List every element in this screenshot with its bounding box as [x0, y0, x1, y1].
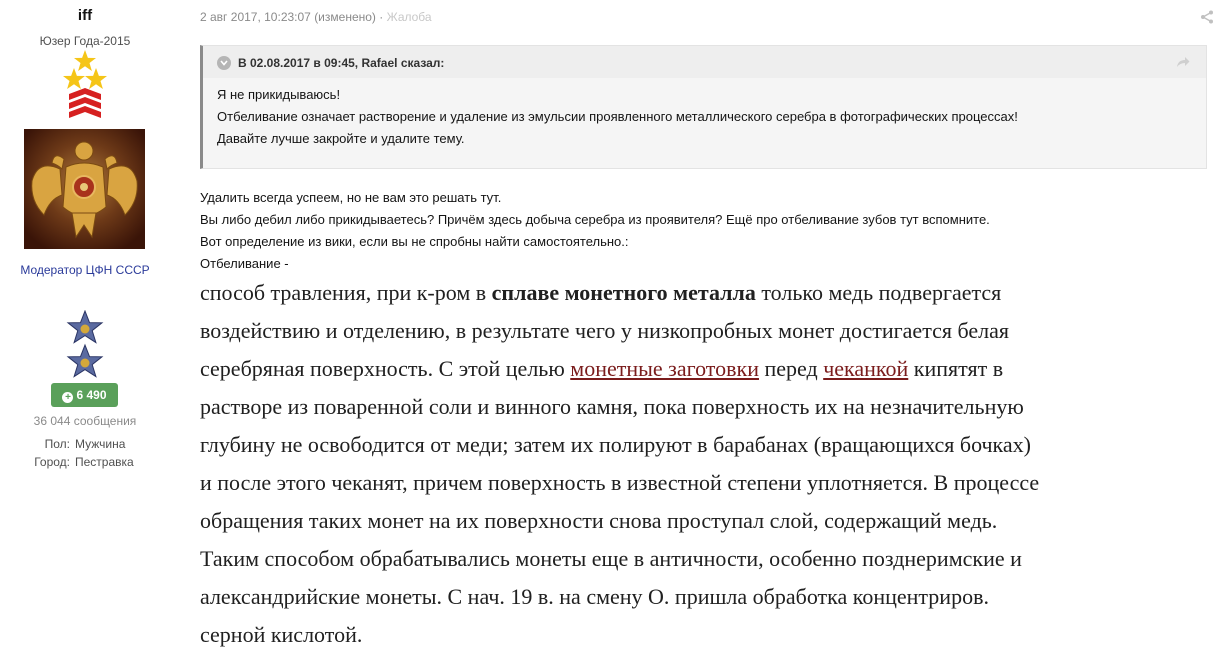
- user-title: Юзер Года-2015: [39, 34, 131, 48]
- username[interactable]: iff: [77, 7, 93, 24]
- quote-author[interactable]: В 02.08.2017 в 09:45, Rafael сказал:: [238, 56, 445, 70]
- def-bold-term: сплаве монетного металла: [491, 280, 756, 305]
- def-text: воздействию и отделению, в результате чего у низкопробных монет достигается белая: [200, 318, 1009, 343]
- body-line: Вы либо дебил либо прикидываетесь? Причём здесь добыча серебра из проявителя? Ещё про отбеливание зубов тут вспомните.: [200, 212, 990, 227]
- post-body: [200, 187, 990, 275]
- def-text: и после этого чеканят, причем поверхность в известной степени уплотняется. В процессе: [200, 470, 1040, 495]
- def-text: глубину не освободится от меди; затем их полируют в барабанах (вращающихся бочках): [200, 432, 1032, 457]
- definition-quote: [200, 274, 1210, 654]
- avatar[interactable]: [24, 129, 145, 249]
- quote-block: [200, 45, 1207, 169]
- post-date[interactable]: 2 авг 2017, 10:23:07: [200, 10, 311, 24]
- quote-line: Отбеливание означает растворение и удаление из эмульсии проявленного металлического серебра в фотографических процессах!: [217, 109, 1018, 124]
- quote-text: [217, 84, 1018, 150]
- def-text: Таким способом обрабатывались монеты еще в античности, особенно позднеримские и: [200, 546, 1022, 571]
- reputation-badge[interactable]: [51, 383, 118, 407]
- moderator-title: Модератор ЦФН СССР: [20, 263, 150, 277]
- quote-line: Я не прикидываюсь!: [217, 87, 341, 102]
- def-text: способ травления, при к-ром в: [200, 280, 492, 305]
- quote-header: [203, 46, 1206, 78]
- gender-value: Мужчина: [75, 437, 126, 451]
- edited-marker: (изменено): [314, 10, 376, 24]
- city-label: Город:: [34, 455, 70, 469]
- quote-line: Давайте лучше закройте и удалите тему.: [217, 131, 465, 146]
- reputation-value: 6 490: [76, 388, 107, 402]
- link-coin-blanks[interactable]: монетные заготовки: [570, 356, 759, 381]
- def-text: кипятят в: [908, 356, 1004, 381]
- jump-to-post-icon[interactable]: [1176, 56, 1190, 68]
- message-count: 36 044 сообщения: [33, 414, 137, 428]
- chevron-down-icon[interactable]: [217, 56, 231, 70]
- def-text: серебряная поверхность. С этой целью: [200, 356, 571, 381]
- gender-label: Пол:: [44, 437, 70, 451]
- body-line: Отбеливание -: [200, 256, 289, 271]
- plus-circle-icon: +: [62, 392, 73, 403]
- post-meta: [200, 10, 432, 24]
- body-line: Удалить всегда успеем, но не вам это решать тут.: [200, 190, 502, 205]
- share-icon[interactable]: [1200, 10, 1214, 24]
- def-text: серной кислотой.: [200, 622, 363, 647]
- meta-separator: ·: [379, 10, 384, 24]
- def-text: растворе из поваренной соли и винного камня, пока поверхность их на незначительную: [200, 394, 1024, 419]
- award-stars-icon: [62, 310, 108, 380]
- def-text: обращения таких монет на их поверхности снова проступал слой, содержащий медь.: [200, 508, 998, 533]
- link-minting[interactable]: чеканкой: [823, 356, 909, 381]
- def-text: только медь подвергается: [755, 280, 1002, 305]
- def-text: александрийские монеты. С нач. 19 в. на смену О. пришла обработка концентриров.: [200, 584, 989, 609]
- city-value: Пестравка: [75, 455, 134, 469]
- rank-insignia-icon: [61, 48, 109, 120]
- user-sidebar: [0, 0, 170, 667]
- body-line: Вот определение из вики, если вы не спробны найти самостоятельно.:: [200, 234, 629, 249]
- report-link[interactable]: Жалоба: [386, 10, 432, 24]
- eagle-avatar-icon: [24, 129, 145, 249]
- def-text: перед: [758, 356, 824, 381]
